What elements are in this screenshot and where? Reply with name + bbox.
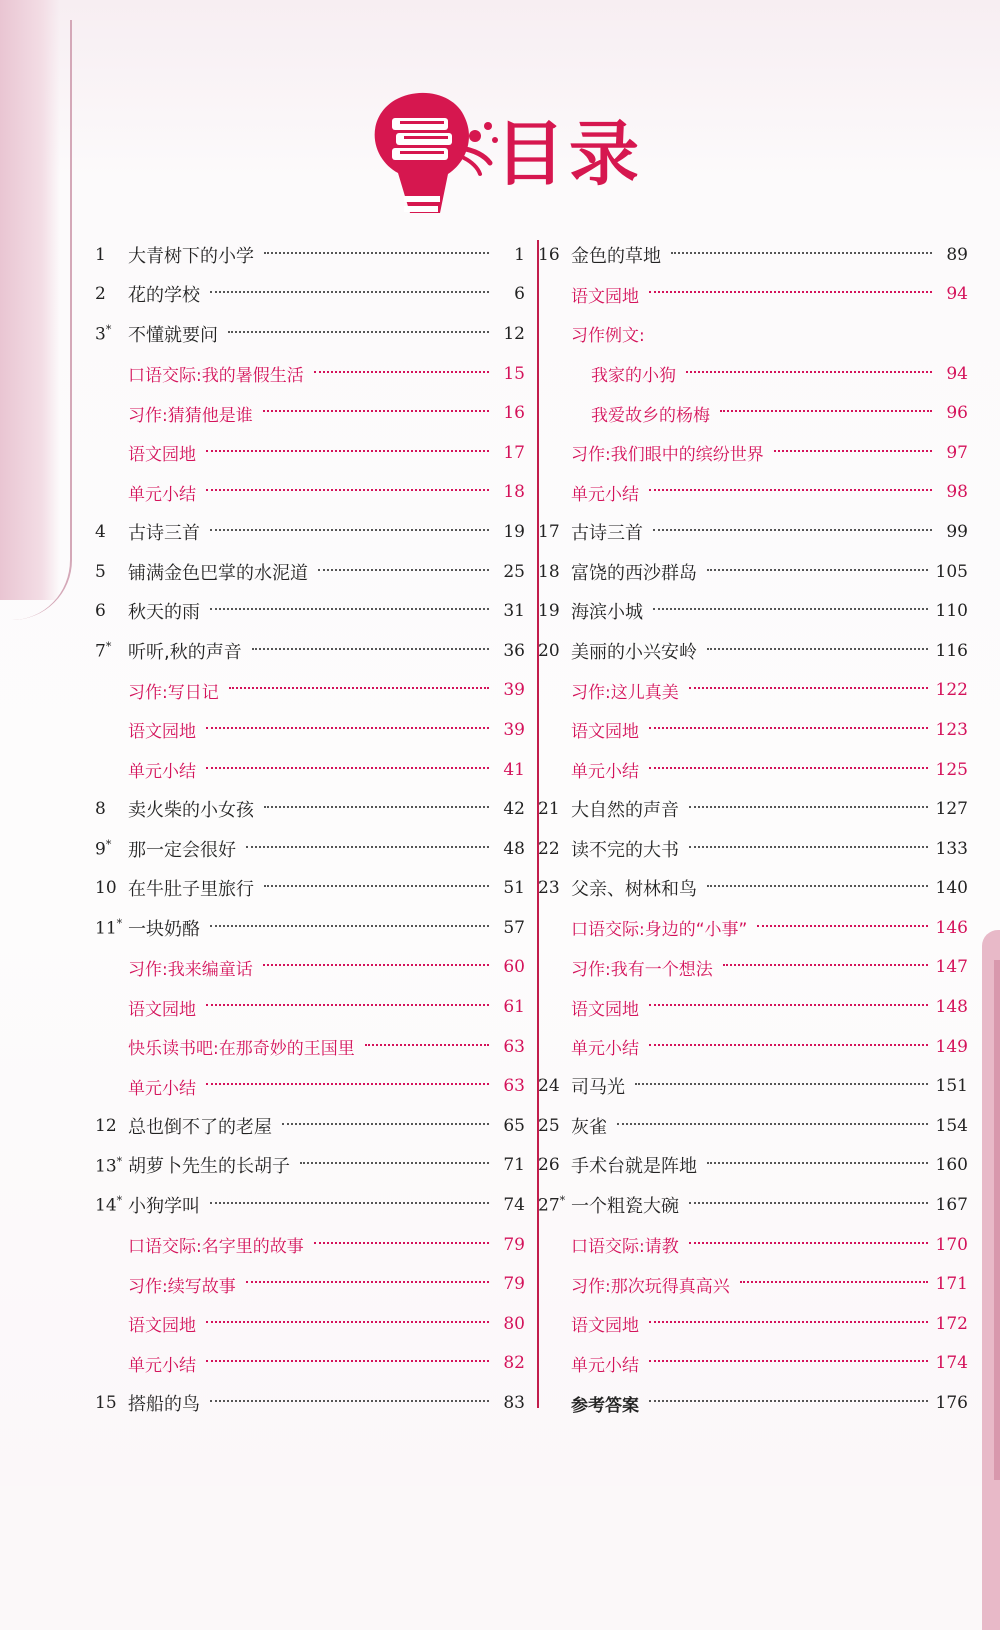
page-number: 80 — [503, 1313, 525, 1334]
dot-leader — [707, 569, 928, 571]
toc-entry[interactable] — [95, 1146, 525, 1186]
entry-title: 花的学校 — [128, 285, 200, 307]
dot-leader — [264, 885, 489, 887]
page-number: 171 — [935, 1274, 968, 1295]
right-edge-stripe — [994, 960, 1000, 1480]
page-number: 167 — [935, 1195, 968, 1216]
entry-title: 单元小结 — [128, 1078, 196, 1099]
dot-leader — [210, 925, 489, 927]
entry-number: 19 — [538, 601, 560, 622]
toc-entry[interactable] — [538, 473, 968, 513]
dot-leader — [318, 569, 489, 571]
entry-title: 卖火柴的小女孩 — [128, 800, 254, 822]
toc-entry[interactable] — [95, 1344, 525, 1384]
toc-entry[interactable] — [538, 552, 968, 592]
toc-entry[interactable] — [95, 235, 525, 275]
toc-entry[interactable] — [538, 354, 968, 394]
page-number: 19 — [503, 521, 525, 542]
entry-number: 27* — [538, 1194, 566, 1216]
toc-entry[interactable] — [95, 1027, 525, 1067]
entry-title: 铺满金色巴掌的水泥道 — [128, 562, 308, 584]
toc-entry[interactable] — [538, 631, 968, 671]
entry-number: 26 — [538, 1155, 560, 1176]
toc-entry[interactable] — [538, 908, 968, 948]
dot-leader — [689, 806, 928, 808]
dot-leader — [246, 846, 489, 848]
dot-leader — [263, 964, 489, 966]
entry-title: 古诗三首 — [128, 522, 200, 544]
page-number: 25 — [503, 561, 525, 582]
toc-entry[interactable] — [95, 789, 525, 829]
dot-leader — [206, 450, 489, 452]
page-number: 94 — [946, 363, 968, 384]
page-number: 18 — [503, 482, 525, 503]
dot-leader — [314, 371, 489, 373]
entry-title: 习作:我来编童话 — [128, 959, 253, 980]
entry-title: 不懂就要问 — [128, 324, 218, 346]
entry-title: 单元小结 — [571, 484, 639, 505]
toc-entry[interactable] — [538, 750, 968, 790]
toc-entry[interactable] — [95, 908, 525, 948]
entry-number: 3* — [95, 323, 112, 345]
toc-entry[interactable] — [95, 710, 525, 750]
page-number: 116 — [935, 640, 968, 661]
dot-leader — [229, 687, 489, 689]
entry-title: 父亲、树林和鸟 — [571, 879, 697, 901]
page-number: 125 — [935, 759, 968, 780]
dot-leader — [740, 1281, 928, 1283]
toc-entry[interactable] — [538, 1185, 968, 1225]
toc-entry[interactable] — [95, 1264, 525, 1304]
dot-leader — [206, 489, 489, 491]
toc-entry[interactable] — [538, 1344, 968, 1384]
toc-entry[interactable] — [95, 552, 525, 592]
toc-entry[interactable] — [95, 1383, 525, 1423]
page-number: 79 — [503, 1274, 525, 1295]
dot-leader — [206, 727, 489, 729]
entry-title: 一个粗瓷大碗 — [571, 1196, 679, 1218]
entry-title: 富饶的西沙群岛 — [571, 562, 697, 584]
page-number: 39 — [503, 680, 525, 701]
page-number: 79 — [503, 1234, 525, 1255]
toc-entry[interactable] — [95, 869, 525, 909]
toc-entry[interactable] — [538, 671, 968, 711]
entry-number: 1 — [95, 244, 106, 265]
toc-entry[interactable] — [95, 1304, 525, 1344]
entry-number: 20 — [538, 640, 560, 661]
entry-title: 习作:我们眼中的缤纷世界 — [571, 445, 764, 466]
toc-entry[interactable] — [538, 1225, 968, 1265]
entry-title: 一块奶酪 — [128, 918, 200, 940]
page-number: 51 — [503, 878, 525, 899]
toc-entry[interactable] — [95, 393, 525, 433]
entry-title: 大青树下的小学 — [128, 245, 254, 267]
entry-title: 我家的小狗 — [591, 366, 676, 387]
toc-entry[interactable] — [538, 235, 968, 275]
dot-leader — [757, 925, 927, 927]
dot-leader — [689, 1242, 928, 1244]
entry-title: 总也倒不了的老屋 — [128, 1116, 272, 1138]
optional-lesson-star: * — [105, 323, 112, 337]
entry-title: 语文园地 — [128, 999, 196, 1020]
entry-number: 13* — [95, 1154, 123, 1177]
entry-number: 14* — [95, 1194, 123, 1216]
entry-title: 习作:那次玩得真高兴 — [571, 1276, 730, 1297]
toc-entry[interactable] — [95, 1185, 525, 1225]
toc-entry[interactable] — [95, 591, 525, 631]
entry-title: 习作例文: — [571, 326, 645, 347]
lightbulb-book-icon — [360, 78, 510, 228]
page-number: 48 — [503, 838, 525, 859]
optional-lesson-star: * — [116, 1194, 123, 1208]
entry-title: 参考答案 — [571, 1395, 639, 1416]
toc-entry[interactable] — [95, 1066, 525, 1106]
entry-number: 25 — [538, 1115, 560, 1136]
page-number: 83 — [503, 1393, 525, 1414]
toc-entry[interactable] — [95, 829, 525, 869]
optional-lesson-star: * — [116, 917, 123, 931]
toc-entry[interactable] — [538, 314, 968, 354]
entry-title: 习作:这儿真美 — [571, 682, 679, 703]
entry-title: 秋天的雨 — [128, 602, 200, 624]
left-decor-curve — [0, 20, 72, 620]
entry-number: 23 — [538, 878, 560, 899]
entry-title: 单元小结 — [128, 762, 196, 783]
entry-title: 习作:我有一个想法 — [571, 959, 713, 980]
optional-lesson-star: * — [105, 639, 112, 653]
page-number: 110 — [935, 601, 968, 622]
toc-entry[interactable] — [538, 275, 968, 315]
page-number: 74 — [503, 1195, 525, 1216]
entry-title: 口语交际:请教 — [571, 1237, 679, 1258]
page-number: 1 — [514, 244, 525, 265]
dot-leader — [206, 1004, 489, 1006]
page-number: 170 — [935, 1234, 968, 1255]
dot-leader — [206, 1083, 489, 1085]
dot-leader — [210, 291, 489, 293]
toc-entry[interactable] — [95, 750, 525, 790]
page-number: 154 — [935, 1115, 968, 1136]
entry-number: 7* — [95, 639, 112, 662]
page-number: 63 — [503, 1076, 525, 1097]
toc-entry[interactable] — [538, 1264, 968, 1304]
entry-number: 17 — [538, 521, 560, 542]
entry-title: 单元小结 — [128, 484, 196, 505]
dot-leader — [210, 608, 489, 610]
entry-title: 单元小结 — [571, 762, 639, 783]
dot-leader — [206, 1360, 489, 1362]
entry-title: 手术台就是阵地 — [571, 1156, 697, 1178]
toc-entry[interactable] — [538, 591, 968, 631]
page-number: 160 — [935, 1155, 968, 1176]
page-number: 151 — [935, 1076, 968, 1097]
page-number: 133 — [935, 838, 968, 859]
page-number: 6 — [514, 284, 525, 305]
page-title: 目录 — [495, 113, 643, 195]
entry-title: 快乐读书吧:在那奇妙的王国里 — [128, 1039, 355, 1060]
page-number: 97 — [946, 442, 968, 463]
dot-leader — [689, 846, 928, 848]
optional-lesson-star: * — [559, 1194, 566, 1208]
entry-title: 金色的草地 — [571, 245, 661, 267]
dot-leader — [649, 1360, 928, 1362]
entry-title: 我爱故乡的杨梅 — [591, 405, 710, 426]
entry-number: 10 — [95, 878, 117, 899]
entry-title: 读不完的大书 — [571, 839, 679, 861]
dot-leader — [228, 331, 489, 333]
optional-lesson-star: * — [116, 1154, 123, 1168]
entry-number: 22 — [538, 838, 560, 859]
entry-title: 语文园地 — [571, 1316, 639, 1337]
page-number: 140 — [935, 878, 968, 899]
page-number: 63 — [503, 1036, 525, 1057]
dot-leader — [617, 1123, 928, 1125]
page-number: 16 — [503, 403, 525, 424]
dot-leader — [707, 1162, 928, 1164]
entry-title: 单元小结 — [571, 1039, 639, 1060]
toc-entry[interactable] — [538, 869, 968, 909]
entry-number: 2 — [95, 284, 106, 305]
entry-title: 司马光 — [571, 1077, 625, 1099]
entry-title: 搭船的鸟 — [128, 1394, 200, 1416]
dot-leader — [264, 252, 489, 254]
dot-leader — [689, 1202, 928, 1204]
entry-number: 4 — [95, 521, 106, 542]
page-number: 148 — [935, 997, 968, 1018]
entry-title: 那一定会很好 — [128, 839, 236, 861]
entry-title: 听听,秋的声音 — [128, 641, 242, 663]
entry-number: 12 — [95, 1115, 117, 1136]
page-number: 39 — [503, 719, 525, 740]
entry-title: 习作:续写故事 — [128, 1276, 236, 1297]
page-number: 105 — [935, 561, 968, 582]
toc-entry[interactable] — [538, 1027, 968, 1067]
page-number: 89 — [946, 244, 968, 265]
dot-leader — [649, 727, 928, 729]
page-number: 61 — [503, 997, 525, 1018]
toc-entry[interactable] — [95, 948, 525, 988]
dot-leader — [707, 648, 928, 650]
page-number: 36 — [503, 640, 525, 661]
page-number: 57 — [503, 917, 525, 938]
entry-title: 大自然的声音 — [571, 800, 679, 822]
toc-column-left — [95, 235, 525, 1423]
entry-number: 18 — [538, 561, 560, 582]
dot-leader — [720, 410, 932, 412]
dot-leader — [707, 885, 928, 887]
entry-title: 口语交际:身边的“小事” — [571, 920, 748, 941]
page-number: 122 — [935, 680, 968, 701]
entry-title: 习作:写日记 — [128, 682, 219, 703]
page-number: 96 — [946, 403, 968, 424]
page-number: 31 — [503, 601, 525, 622]
dot-leader — [649, 1044, 928, 1046]
dot-leader — [282, 1123, 489, 1125]
page-number: 15 — [503, 363, 525, 384]
page-number: 99 — [946, 521, 968, 542]
entry-title: 语文园地 — [571, 286, 639, 307]
page-number: 42 — [503, 799, 525, 820]
toc-entry[interactable] — [538, 948, 968, 988]
toc-entry[interactable] — [95, 1225, 525, 1265]
dot-leader — [653, 608, 928, 610]
page-number: 172 — [935, 1313, 968, 1334]
dot-leader — [264, 806, 489, 808]
dot-leader — [365, 1044, 489, 1046]
toc-entry[interactable] — [538, 393, 968, 433]
dot-leader — [671, 252, 932, 254]
entry-title: 语文园地 — [571, 999, 639, 1020]
entry-title: 口语交际:我的暑假生活 — [128, 366, 304, 387]
entry-title: 古诗三首 — [571, 522, 643, 544]
toc-entry[interactable] — [95, 275, 525, 315]
page-number: 176 — [935, 1393, 968, 1414]
dot-leader — [314, 1242, 489, 1244]
entry-number: 21 — [538, 799, 560, 820]
dot-leader — [263, 410, 489, 412]
toc-column-right — [538, 235, 968, 1423]
page-number: 146 — [935, 917, 968, 938]
entry-title: 单元小结 — [128, 1355, 196, 1376]
entry-title: 语文园地 — [128, 722, 196, 743]
toc-entry[interactable] — [538, 710, 968, 750]
toc-entry[interactable] — [538, 1066, 968, 1106]
toc-entry[interactable] — [95, 473, 525, 513]
toc-entry[interactable] — [95, 433, 525, 473]
toc-entry[interactable] — [95, 631, 525, 671]
page-number: 127 — [935, 799, 968, 820]
entry-number: 5 — [95, 561, 106, 582]
entry-number: 8 — [95, 799, 106, 820]
dot-leader — [210, 1202, 489, 1204]
dot-leader — [653, 529, 932, 531]
page-number: 17 — [503, 442, 525, 463]
entry-number: 9* — [95, 837, 112, 860]
dot-leader — [723, 964, 928, 966]
dot-leader — [649, 767, 928, 769]
toc-entry[interactable] — [95, 354, 525, 394]
entry-title: 单元小结 — [571, 1355, 639, 1376]
toc-entry[interactable] — [95, 671, 525, 711]
entry-title: 语文园地 — [128, 1316, 196, 1337]
toc-entry[interactable] — [538, 433, 968, 473]
toc-header — [360, 78, 700, 228]
page-number: 12 — [503, 323, 525, 344]
optional-lesson-star: * — [105, 837, 112, 851]
dot-leader — [686, 371, 932, 373]
entry-title: 胡萝卜先生的长胡子 — [128, 1156, 290, 1178]
dot-leader — [774, 450, 932, 452]
page-number: 147 — [935, 957, 968, 978]
dot-leader — [635, 1083, 928, 1085]
entry-number: 11* — [95, 917, 123, 939]
dot-leader — [649, 1321, 928, 1323]
dot-leader — [246, 1281, 489, 1283]
page-number: 82 — [503, 1353, 525, 1374]
toc-entry[interactable] — [95, 987, 525, 1027]
entry-title: 习作:猜猜他是谁 — [128, 405, 253, 426]
toc-entry[interactable] — [538, 1106, 968, 1146]
toc-entry[interactable] — [538, 829, 968, 869]
entry-number: 15 — [95, 1393, 117, 1414]
toc-entry[interactable] — [538, 512, 968, 552]
dot-leader — [206, 1321, 489, 1323]
entry-title: 语文园地 — [571, 722, 639, 743]
dot-leader — [210, 529, 489, 531]
toc-entry[interactable] — [95, 1106, 525, 1146]
entry-title: 在牛肚子里旅行 — [128, 879, 254, 901]
dot-leader — [649, 1400, 928, 1402]
entry-number: 24 — [538, 1076, 560, 1097]
toc-entry[interactable] — [538, 1304, 968, 1344]
dot-leader — [689, 687, 928, 689]
dot-leader — [300, 1162, 489, 1164]
page-number: 41 — [503, 759, 525, 780]
page-number: 123 — [935, 719, 968, 740]
dot-leader — [649, 291, 932, 293]
page-number: 98 — [946, 482, 968, 503]
toc-entry[interactable] — [538, 1146, 968, 1186]
page-number: 94 — [946, 284, 968, 305]
entry-title: 海滨小城 — [571, 602, 643, 624]
toc-entry[interactable] — [538, 1383, 968, 1423]
entry-title: 语文园地 — [128, 445, 196, 466]
toc-entry[interactable] — [538, 789, 968, 829]
entry-number: 6 — [95, 601, 106, 622]
dot-leader — [210, 1400, 489, 1402]
entry-title: 灰雀 — [571, 1116, 607, 1138]
entry-title: 小狗学叫 — [128, 1196, 200, 1218]
entry-title: 美丽的小兴安岭 — [571, 641, 697, 663]
entry-number: 16 — [538, 244, 560, 265]
page-number: 174 — [935, 1353, 968, 1374]
toc-entry[interactable] — [95, 512, 525, 552]
dot-leader — [206, 767, 489, 769]
toc-entry[interactable] — [95, 314, 525, 354]
entry-title: 口语交际:名字里的故事 — [128, 1237, 304, 1258]
dot-leader — [252, 648, 489, 650]
page-number: 149 — [935, 1036, 968, 1057]
dot-leader — [649, 1004, 928, 1006]
page-number: 60 — [503, 957, 525, 978]
dot-leader — [649, 489, 932, 491]
page-number: 65 — [503, 1115, 525, 1136]
toc-entry[interactable] — [538, 987, 968, 1027]
page-number: 71 — [503, 1155, 525, 1176]
